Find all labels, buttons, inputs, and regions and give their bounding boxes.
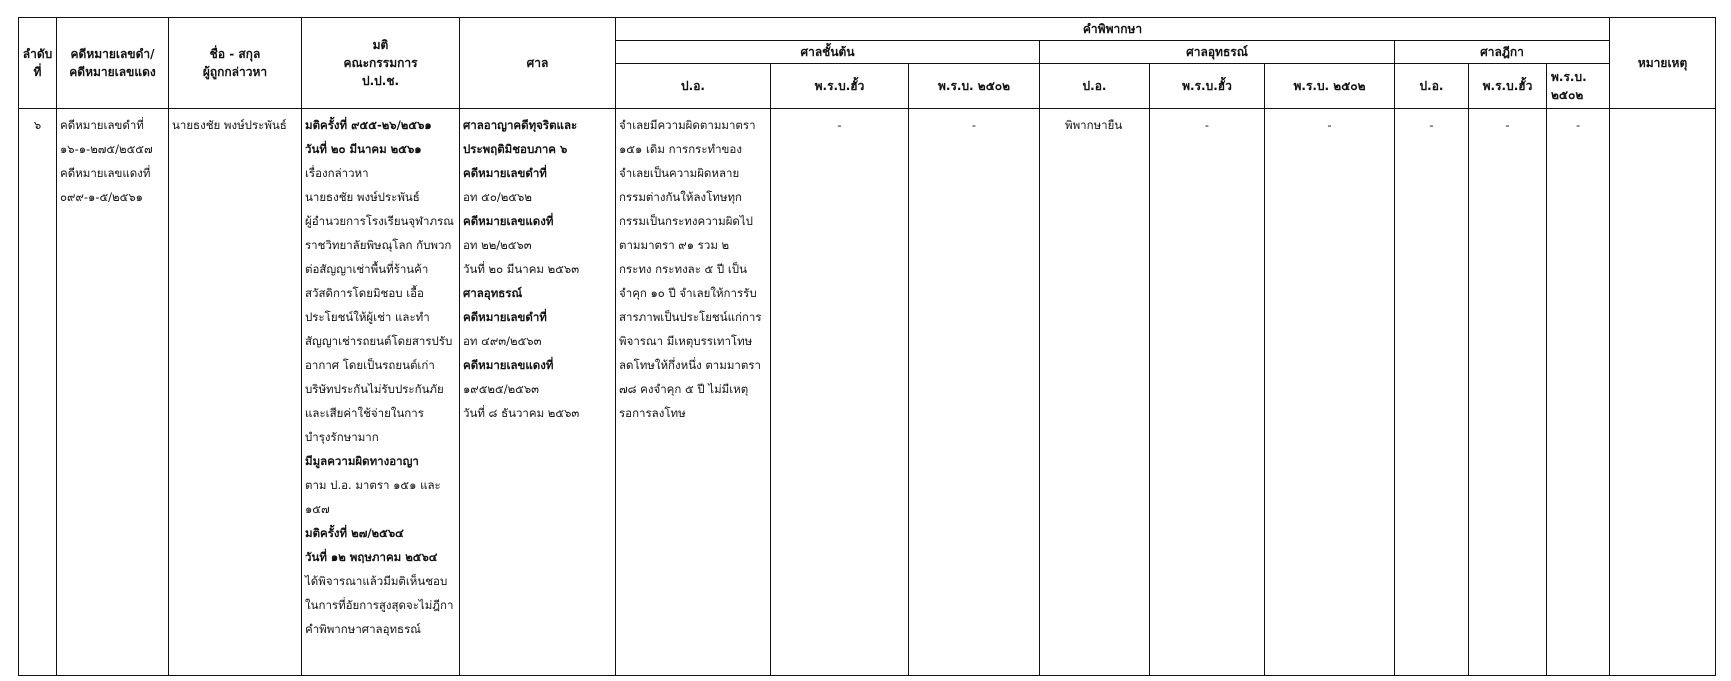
cell-appeal-hua: -: [1150, 109, 1265, 676]
cell-accused: นายธงชัย พงษ์ประพันธ์: [169, 109, 302, 676]
text-line: นายธงชัย พงษ์ประพันธ์: [305, 190, 420, 204]
header-court-appeal: ศาลอุทธรณ์: [1040, 41, 1395, 64]
text-line: อท ๕๐/๒๕๖๒: [463, 190, 532, 204]
text-line: สวัสดิการโดยมิชอบ เอื้อ: [305, 286, 424, 300]
cell-appeal-po: พิพากษายืน: [1040, 109, 1150, 676]
text-line: สัญญาเช่ารถยนต์โดยสารปรับ: [305, 334, 453, 348]
cell-supreme-2502: -: [1547, 109, 1610, 676]
header-seq: ลำดับ ที่: [19, 18, 57, 109]
text-line: ผู้อำนวยการโรงเรียนจุฬาภรณ: [305, 214, 454, 228]
header-judgment: คำพิพากษา: [616, 18, 1610, 41]
table-row: [19, 109, 1716, 676]
text-line: ราชวิทยาลัยพิษณุโลก กับพวก: [305, 238, 452, 252]
text-line: บริษัทประกันไม่รับประกันภัย: [305, 382, 444, 396]
text-line: บำรุงรักษามาก: [305, 430, 379, 444]
header-supreme-2502: พ.ร.บ. ๒๕๐๒: [1547, 64, 1610, 109]
cell-first-hua: -: [771, 109, 909, 676]
text-line: มติครั้งที่ ๙๕๕-๒๖/๒๕๖๑: [305, 118, 432, 132]
header-supreme-hua: พ.ร.บ.ฮั้ว: [1469, 64, 1547, 109]
judgment-table: [18, 17, 1716, 676]
text-line: ๑๕๗: [305, 502, 330, 516]
header-court-first-instance: ศาลชั้นต้น: [616, 41, 1040, 64]
header-accused: ชื่อ - สกุล ผู้ถูกกล่าวหา: [169, 18, 302, 109]
header-first-hua: พ.ร.บ.ฮั้ว: [771, 64, 909, 109]
text-line: อากาศ โดยเป็นรถยนต์เก่า: [305, 358, 435, 372]
text-line: วันที่ ๘ ธันวาคม ๒๕๖๓: [463, 406, 580, 420]
text-line: คดีหมายเลขแดงที่: [463, 214, 554, 228]
text-line: เรื่องกล่าวหา: [305, 166, 369, 180]
text-line: และเสียค่าใช้จ่ายในการ: [305, 406, 424, 420]
cell-remark: [1610, 109, 1716, 676]
header-appeal-po: ป.อ.: [1040, 64, 1150, 109]
cell-resolution: [302, 109, 460, 676]
text-line: ตาม ป.อ. มาตรา ๑๕๑ และ: [305, 478, 441, 492]
text-line: ศาลอาญาคดีทุจริตและ: [463, 118, 578, 132]
cell-seq: ๖: [19, 109, 57, 676]
cell-appeal-2502: -: [1265, 109, 1395, 676]
text-line: คำพิพากษาศาลอุทธรณ์: [305, 622, 421, 636]
text-line: ศาลอุทธรณ์: [463, 286, 523, 300]
header-appeal-hua: พ.ร.บ.ฮั้ว: [1150, 64, 1265, 109]
text-line: มีมูลความผิดทางอาญา: [305, 454, 419, 468]
header-supreme-po: ป.อ.: [1395, 64, 1469, 109]
text-line: อท ๒๒/๒๕๖๓: [463, 238, 532, 252]
text-line: วันที่ ๑๒ พฤษภาคม ๒๕๖๔: [305, 550, 438, 564]
text-line: อท ๔๙๓/๒๕๖๓: [463, 334, 542, 348]
header-appeal-2502: พ.ร.บ. ๒๕๐๒: [1265, 64, 1395, 109]
header-case-number: คดีหมายเลขดำ/ คดีหมายเลขแดง: [57, 18, 169, 109]
cell-first-po: จำเลยมีความผิดตามมาตรา ๑๕๑ เดิม การกระทำของ จำเลยเป็นความผิดหลาย กรรมต่างกันให้ลงโทษทุก กรรมเป็นกระทงความผิดไป ตามมาตรา ๙๑ รวม ๒ กระทง กระทงละ ๕ ปี เป็น จำคุก ๑๐ ปี จำเลยให้การรับ สารภาพเป็นประโยชน์แก่การ พิจารณา มีเหตุบรรเทาโทษ ลดโทษให้กึ่งหนึ่ง ตามมาตรา ๗๘ คงจำคุก ๕ ปี ไม่มีเหตุ รอการลงโทษ: [616, 109, 771, 676]
header-court-supreme: ศาลฎีกา: [1395, 41, 1610, 64]
text-line: คดีหมายเลขดำที่: [463, 166, 547, 180]
header-first-po: ป.อ.: [616, 64, 771, 109]
text-line: ประพฤติมิชอบภาค ๖: [463, 142, 568, 156]
cell-supreme-hua: -: [1469, 109, 1547, 676]
header-resolution: มติ คณะกรรมการ ป.ป.ช.: [302, 18, 460, 109]
cell-first-2502: -: [909, 109, 1040, 676]
cell-court: [460, 109, 616, 676]
text-line: วันที่ ๒๐ มีนาคม ๒๕๖๓: [463, 262, 580, 276]
text-line: ต่อสัญญาเช่าพื้นที่ร้านค้า: [305, 262, 429, 276]
text-line: มติครั้งที่ ๒๗/๒๕๖๔: [305, 526, 404, 540]
text-line: ประโยชน์ให้ผู้เช่า และทำ: [305, 310, 430, 324]
text-line: ในการที่อัยการสูงสุดจะไม่ฎีกา: [305, 598, 454, 612]
header-court: ศาล: [460, 18, 616, 109]
text-line: คดีหมายเลขดำที่: [463, 310, 547, 324]
text-line: วันที่ ๒๐ มีนาคม ๒๕๖๑: [305, 142, 422, 156]
cell-case-number: คดีหมายเลขดำที่ ๑๖-๑-๒๗๕/๒๕๕๗ คดีหมายเลขแดงที่ ๐๙๙-๑-๕/๒๕๖๑: [57, 109, 169, 676]
cell-supreme-po: -: [1395, 109, 1469, 676]
text-line: คดีหมายเลขแดงที่: [463, 358, 554, 372]
header-first-2502: พ.ร.บ. ๒๕๐๒: [909, 64, 1040, 109]
text-line: ได้พิจารณาแล้วมีมติเห็นชอบ: [305, 574, 448, 588]
header-remark: หมายเหตุ: [1610, 18, 1716, 109]
text-line: ๑๙๕๒๕/๒๕๖๓: [463, 382, 540, 396]
